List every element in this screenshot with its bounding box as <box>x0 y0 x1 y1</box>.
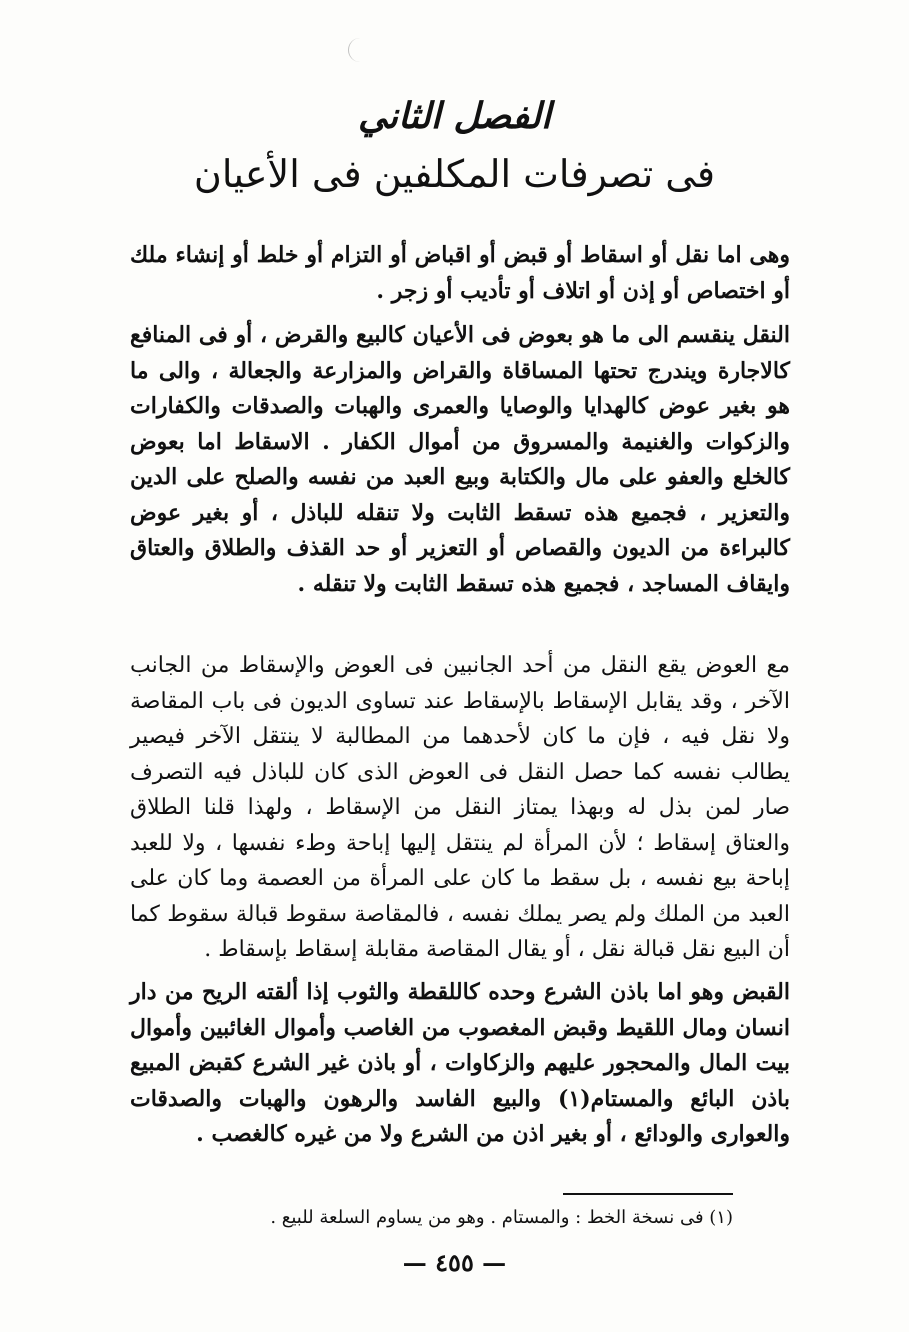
footnote-divider <box>563 1193 733 1195</box>
paragraph-intro <box>130 238 790 309</box>
page-number: — ٤٥٥ — <box>402 1248 507 1277</box>
chapter-title: فى تصرفات المكلفين فى الأعيان <box>193 152 716 196</box>
paragraph-compensation <box>130 648 790 968</box>
scan-mark <box>348 38 363 62</box>
paragraph-text: القبض وهو اما باذن الشرع وحده كاللقطة والثوب إذا ألقته الريح من دار انسان ومال اللقيط وقبض المغصوب من الغاصب وأموال الغائبين وأموال بيت المال والمحجور عليهم والزكاوات ، أو باذن غير الشرع كقبض المبيع باذن البائع والمستام(١) والبيع الفاسد والرهون والهبات والصدقات والعوارى والودائع ، أو بغير اذن من الشرع ولا من غيره كالغصب . <box>130 979 790 1147</box>
chapter-heading: الفصل الثاني <box>357 95 552 137</box>
paragraph-text: مع العوض يقع النقل من أحد الجانبين فى العوض والإسقاط من الجانب الآخر ، وقد يقابل الإسقاط بالإسقاط عند تساوى الديون فى باب المقاصة ولا نقل فيه ، فإن ما كان لأحدهما من المطالبة لا ينتقل الآخر فيصير يطالب نفسه كما حصل النقل فى العوض الذى كان للباذل فيه التصرف صار لمن بذل له وبهذا يمتاز النقل من الإسقاط ، ولهذا قلنا الطلاق والعتاق إسقاط ؛ لأن المرأة لم ينتقل إليها إباحة وطء نفسها ، ولا للعبد إباحة بيع نفسه ، بل سقط ما كان على المرأة من العصمة وما كان على العبد من الملك ولم يصر يملك نفسه ، فالمقاصة سقوط قبالة سقوط كما أن البيع نقل قبالة نقل ، أو يقال المقاصة مقابلة إسقاط بإسقاط . <box>130 653 790 962</box>
paragraph-text: النقل ينقسم الى ما هو بعوض فى الأعيان كالبيع والقرض ، أو فى المنافع كالاجارة ويندرج تحتها المساقاة والقراض والمزارعة والجعالة ، والى ما هو بغير عوض كالهدايا والوصايا والعمرى والهبات والصدقات والكفارات والزكوات والغنيمة والمسروق من أموال الكفار . الاسقاط اما بعوض كالخلع والعفو على مال والكتابة وبيع العبد من نفسه والصلح على الدين والتعزير ، فجميع هذه تسقط الثابت ولا تنقله للباذل ، أو بغير عوض كالبراءة من الديون والقصاص أو التعزير أو حد القذف والطلاق والعتاق وايقاف المساجد ، فجميع هذه تسقط الثابت ولا تنقله . <box>130 322 790 597</box>
paragraph-transfer <box>130 318 790 602</box>
paragraph-text: وهى اما نقل أو اسقاط أو قبض أو اقباض أو التزام أو خلط أو إنشاء ملك أو اختصاص أو إذن أو اتلاف أو تأديب أو زجر . <box>130 242 790 304</box>
paragraph-possession <box>130 975 790 1153</box>
footnote: (١) فى نسخة الخط : والمستام . وهو من يساوم السلعة للبيع . <box>270 1207 733 1228</box>
